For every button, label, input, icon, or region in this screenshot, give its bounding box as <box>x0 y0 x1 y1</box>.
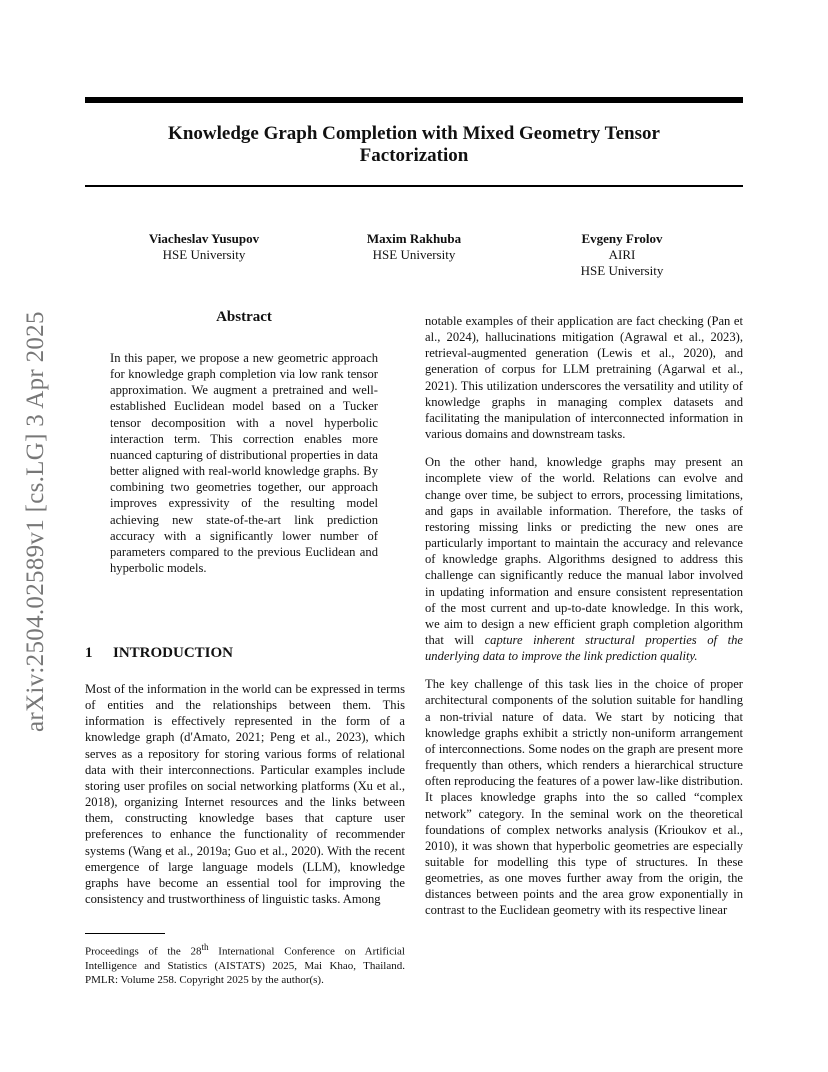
author-block-1 <box>104 231 304 263</box>
intro-paragraph-1-continued: notable examples of their application are fact checking (Pan et al., 2024), hallucinations mitigation (Agrawal et al., 2023), retrieval-augmented generation (Lewis et al., 2020), and generation of corpus for LLM pretraining (Agarwal et al., 2021). This utilization underscores the versatility and utility of knowledge graphs in managing complex datasets and facilitating the manipulation of interconnected information in various domains and downstream tasks. <box>425 314 743 442</box>
footnote-superscript: th <box>201 942 209 952</box>
footnote-text-pre: Proceedings of the 28 <box>85 945 202 958</box>
top-thick-rule <box>85 97 743 103</box>
paragraph-2-text: On the other hand, knowledge graphs may present an incomplete view of the world. Relations can evolve and change over time, be subject to errors, processing limitations, and gaps in available information. Therefore, the tasks of restoring missing links or predicting the new ones are particularly important to maintain the accuracy and relevance of knowledge graphs. Algorithms designed to address this challenge can significantly reduce the manual labor involved in updating information and ensure consistent representation of the most current and up-to-date knowledge. In this work, we aim to design a new efficient graph completion algorithm that will <box>425 455 743 647</box>
intro-paragraph-2 <box>425 454 743 664</box>
author-affiliation-2: HSE University <box>580 263 664 278</box>
abstract-heading: Abstract <box>216 309 272 325</box>
title-bottom-rule <box>85 185 743 187</box>
author-affiliation: HSE University <box>162 247 246 262</box>
footnote-rule <box>85 933 165 934</box>
title-line-1: Knowledge Graph Completion with Mixed Geometry Tensor <box>168 123 660 144</box>
title-line-2: Factorization <box>359 145 469 166</box>
intro-left-column <box>85 681 405 907</box>
intro-paragraph-1: Most of the information in the world can be expressed in terms of entities and the relationships between them. This information is effectively represented in the form of a knowledge graph (d'Amato, 2021; Peng et al., 2023), which serves as a repository for storing various forms of relational data with their interconnections. Particular examples include storing user profiles on social networking platforms (Xu et al., 2018), organizing Internet resources and the links between them, constructing knowledge bases that capture user preferences to enhance the functionality of recommender systems (Wang et al., 2019a; Guo et al., 2020). With the recent emergence of large language models (LLM), knowledge graphs have become an essential tool for improving the consistency and trustworthiness of linguistic tasks. Among <box>85 682 405 907</box>
author-name: Maxim Rakhuba <box>366 231 462 246</box>
author-affiliation: HSE University <box>372 247 456 262</box>
author-affiliation: AIRI <box>608 247 636 262</box>
author-name: Viacheslav Yusupov <box>148 231 260 246</box>
abstract-body <box>110 350 378 576</box>
author-block-3 <box>522 231 722 279</box>
intro-paragraph-3: The key challenge of this task lies in the choice of proper architectural components of the solution suitable for handling a non-trivial nature of data. We start by noticing that knowledge graphs exhibit a strictly non-uniform arrangement of interconnections. Some nodes on the graph are present more frequently than others, which renders a hierarchical structure often reproducing the features of a power law-like distribution. It places knowledge graphs into the so called “complex network” category. In the seminal work on the theoretical foundations of complex networks analysis (Krioukov et al., 2010), it was shown that hyperbolic geometries are especially suitable for modelling this type of structures. In these geometries, as one moves further away from the origin, the distances between points and the area grow exponentially in contrast to the Euclidean geometry with its respective linear <box>425 677 743 918</box>
right-column <box>425 313 743 919</box>
section-heading <box>85 645 233 662</box>
author-name: Evgeny Frolov <box>581 231 663 246</box>
abstract-text: In this paper, we propose a new geometric approach for knowledge graph completion via low rank tensor approximation. We augment a pretrained and well-established Euclidean model based on a Tucker tensor decomposition with a novel hyperbolic interaction term. This correction enables more nuanced capturing of distributional properties in data better aligned with real-world knowledge graphs. By combining two geometries together, our approach improves expressivity of the resulting model achieving new state-of-the-art link prediction accuracy with a significantly lower number of parameters compared to the previous Euclidean and hyperbolic models. <box>110 351 378 576</box>
section-title: INTRODUCTION <box>113 645 234 661</box>
arxiv-stamp: arXiv:2504.02589v1 [cs.LG] 3 Apr 2025 <box>22 311 49 732</box>
paper-title <box>85 123 743 167</box>
footnote <box>85 940 405 987</box>
footnote-text-post: International Conference on Artificial Intelligence and Statistics (AISTATS) 2025, Mai Khao, Thailand. PMLR: Volume 258. Copyright 2025 by the author(s). <box>85 945 405 986</box>
paragraph-2-emphasis: capture inherent structural properties of the underlying data to improve the link prediction quality. <box>425 632 743 664</box>
section-number: 1 <box>85 645 93 661</box>
author-block-2 <box>314 231 514 263</box>
